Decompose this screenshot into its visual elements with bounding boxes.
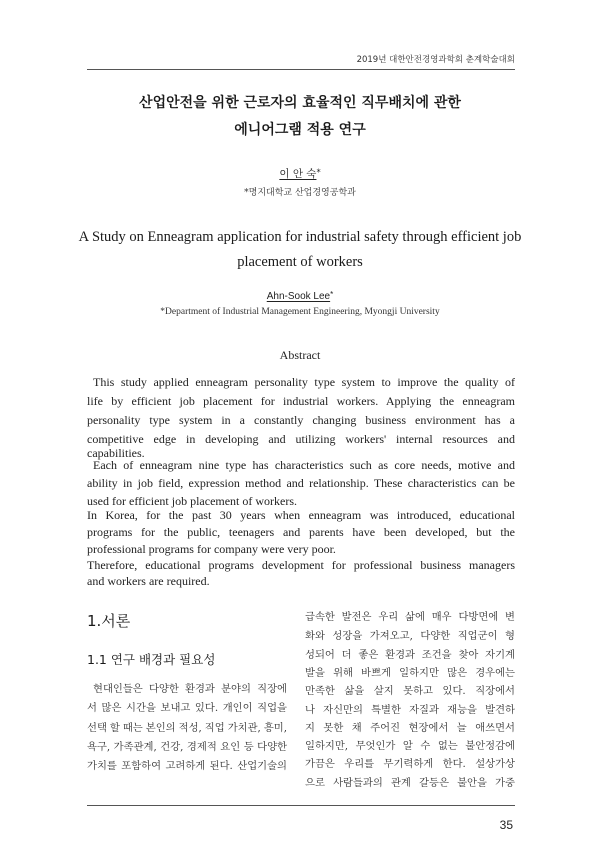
author-en-affiliation-mark: * <box>330 290 334 299</box>
body-line-right: 발을 위해 바쁘게 일하지만 많은 경우에는 <box>305 667 515 679</box>
author-en-name: Ahn-Sook Lee <box>266 291 331 302</box>
abstract-line: personality type system in a constantly changing business environment has a <box>87 413 515 427</box>
body-line-left: 서 많은 시간을 보내고 있다. 개인이 직업을 <box>87 702 287 714</box>
body-line-left: 가치를 포함하여 고려하게 된다. 산업기술의 <box>87 760 287 772</box>
abstract-line: In Korea, for the past 30 years when enneagram was introduced, educational <box>87 508 515 522</box>
abstract-heading: Abstract <box>279 348 321 362</box>
running-header: 2019년 대한안전경영과학회 춘계학술대회 <box>356 55 515 65</box>
author-ko-affiliation-mark: * <box>316 167 321 177</box>
title-en-line: A Study on Enneagram application for industrial safety through efficient job <box>78 229 522 245</box>
body-line-right: 일하지만, 무엇인가 알 수 없는 불안정감에 <box>305 740 515 752</box>
abstract-line: ability in job field, expression method and relationship. These characteristics can be <box>87 476 515 490</box>
author-ko <box>0 165 600 181</box>
body-line-right: 화와 성장을 가져오고, 다양한 직업군이 형 <box>305 630 515 642</box>
body-line-left: 현대인들은 다양한 환경과 분야의 직장에 <box>93 683 287 695</box>
abstract-line: professional programs for company were very poor. <box>87 542 336 556</box>
abstract-line: This study applied enneagram personality type system to improve the quality of <box>93 375 515 389</box>
author-ko-affiliation: *명지대학교 산업경영공학과 <box>244 188 356 198</box>
header-rule <box>87 69 515 70</box>
author-en <box>0 288 600 303</box>
title-ko-line: 산업안전을 위한 근로자의 효율적인 직무배치에 관한 <box>139 95 461 111</box>
body-line-right: 가끔은 우리를 무기력하게 한다. 설상가상 <box>305 758 515 770</box>
section-heading: 1.서론 <box>87 612 131 630</box>
body-line-right: 급속한 발전은 우리 삶에 매우 다방면에 변 <box>305 611 515 623</box>
author-en-affiliation: *Department of Industrial Management Engineering, Myongji University <box>160 307 440 317</box>
footer-rule <box>87 805 515 806</box>
title-ko-line: 에니어그램 적용 연구 <box>234 122 366 138</box>
body-line-right: 지 못한 채 주어진 현장에서 늘 애쓰면서 <box>305 722 515 734</box>
body-line-right: 나 자신만의 특별한 자질과 재능을 발견하 <box>305 704 515 716</box>
abstract-line: capabilities. <box>87 446 145 460</box>
abstract-line: used for efficient job placement of workers. <box>87 494 298 508</box>
subsection-heading: 1.1 연구 배경과 필요성 <box>87 652 216 667</box>
abstract-line: and workers are required. <box>87 574 210 588</box>
abstract-line: competitive edge in developing and utilizing workers' internal resources and <box>87 432 515 446</box>
body-line-right: 만족한 삶을 살지 못하고 있다. 직장에서 <box>305 685 515 697</box>
body-line-left: 선택 할 때는 본인의 적성, 직업 가치관, 흥미, <box>87 722 287 734</box>
author-ko-name: 이 안 숙 <box>279 168 317 181</box>
abstract-line: programs for the public, teenagers and parents have been developed, but the <box>87 525 515 539</box>
body-line-right: 성되어 더 좋은 환경과 조건을 찾아 자기계 <box>305 649 515 661</box>
abstract-line: Each of enneagram nine type has characteristics such as core needs, motive and <box>93 458 515 472</box>
abstract-line: life by efficient job placement for industrial workers. Applying the enneagram <box>87 394 515 408</box>
body-line-left: 욕구, 가족관계, 건강, 경제적 요인 등 다양한 <box>87 741 287 753</box>
body-line-right: 으로 사람들과의 관계 갈등은 불안을 가중 <box>305 777 515 789</box>
page-number: 35 <box>499 818 513 832</box>
abstract-line: Therefore, educational programs development for professional business managers <box>87 558 515 572</box>
title-en-line: placement of workers <box>237 254 363 270</box>
